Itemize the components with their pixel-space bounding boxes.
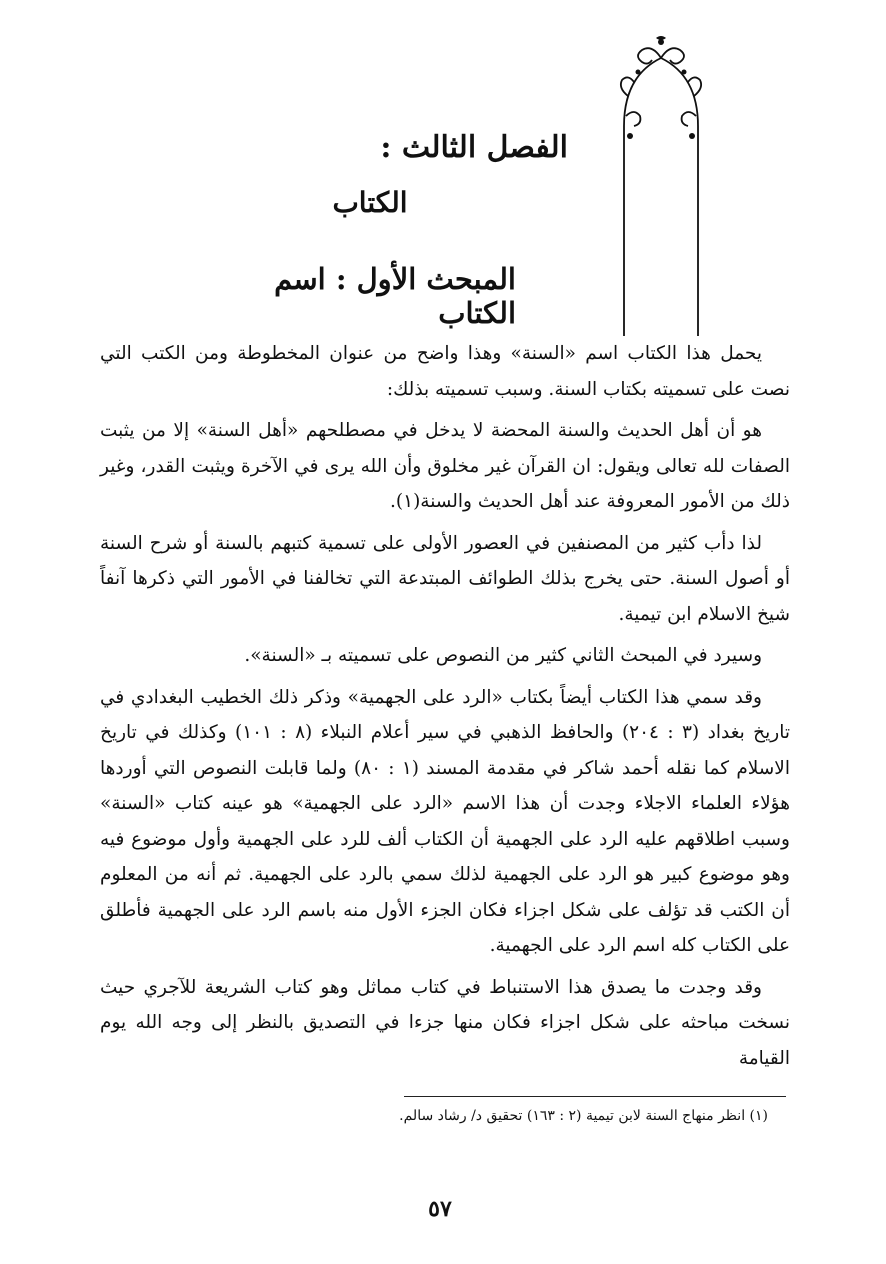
section-title: المبحث الأول : اسم الكتاب xyxy=(274,262,516,330)
floral-ornament-icon xyxy=(612,36,710,336)
page-number: ٥٧ xyxy=(428,1196,452,1222)
body-text xyxy=(100,336,790,1082)
paragraph: وقد سمي هذا الكتاب أيضاً بكتاب «الرد على الجهمية» وذكر ذلك الخطيب البغدادي في تاريخ بغداد (٣ : ٢٠٤) والحافظ الذهبي في سير أعلام النبلاء (٨ : ١٠١) وكذلك في تاريخ الاسلام كما نقله أحمد شاكر في مقدمة المسند (١ : ٨٠) ولما قابلت النصوص التي أوردها هؤلاء العلماء الاجلاء وجدت أن هذا الاسم «الرد على الجهمية» هو عينه كتاب «السنة» وسبب اطلاقهم عليه الرد على الجهمية أن الكتاب ألف للرد على الجهمية وأول موضوع فيه وهو موضوع كبير هو الرد على الجهمية لذلك سمي بالرد على الجهمية. ثم أنه من المعلوم أن الكتب قد تؤلف على شكل اجزاء فكان الجزء الأول منه باسم الرد على الجهمية فأطلق على الكتاب كله اسم الرد على الجهمية. xyxy=(100,686,791,956)
footnote-divider xyxy=(404,1096,786,1097)
chapter-title: الفصل الثالث : xyxy=(380,130,568,165)
paragraph: لذا دأب كثير من المصنفين في العصور الأولى على تسمية كتبهم بالسنة أو شرح السنة أو أصول السنة. حتى يخرج بذلك الطوائف المبتدعة التي تخالفنا في الأمور التي ذكرها آنفاً شيخ الاسلام ابن تيمية. xyxy=(100,532,790,625)
paragraph: وسيرد في المبحث الثاني كثير من النصوص على تسميته بـ «السنة». xyxy=(244,645,762,666)
paragraph: وقد وجدت ما يصدق هذا الاستنباط في كتاب مماثل وهو كتاب الشريعة للآجري حيث نسخت مباحثه على شكل اجزاء فكان منها جزءا في التصديق بالنظر إلى وجه الله يوم القيامة xyxy=(100,976,790,1069)
paragraph: هو أن أهل الحديث والسنة المحضة لا يدخل في مصطلحهم «أهل السنة» إلا من يثبت الصفات لله تعالى ويقول: ان القرآن غير مخلوق وأن الله يرى في الآخرة ويثبت القدر، وغير ذلك من الأمور المعروفة عند أهل الحديث والسنة(١). xyxy=(100,420,790,512)
paragraph: يحمل هذا الكتاب اسم «السنة» وهذا واضح من عنوان المخطوطة ومن الكتب التي نصت على تسميته بكتاب السنة. وسبب تسميته بذلك: xyxy=(100,343,790,400)
book-title: الكتاب xyxy=(332,186,408,219)
footnote: (١) انظر منهاج السنة لابن تيمية (٢ : ١٦٣) تحقيق د/ رشاد سالم. xyxy=(399,1108,768,1124)
